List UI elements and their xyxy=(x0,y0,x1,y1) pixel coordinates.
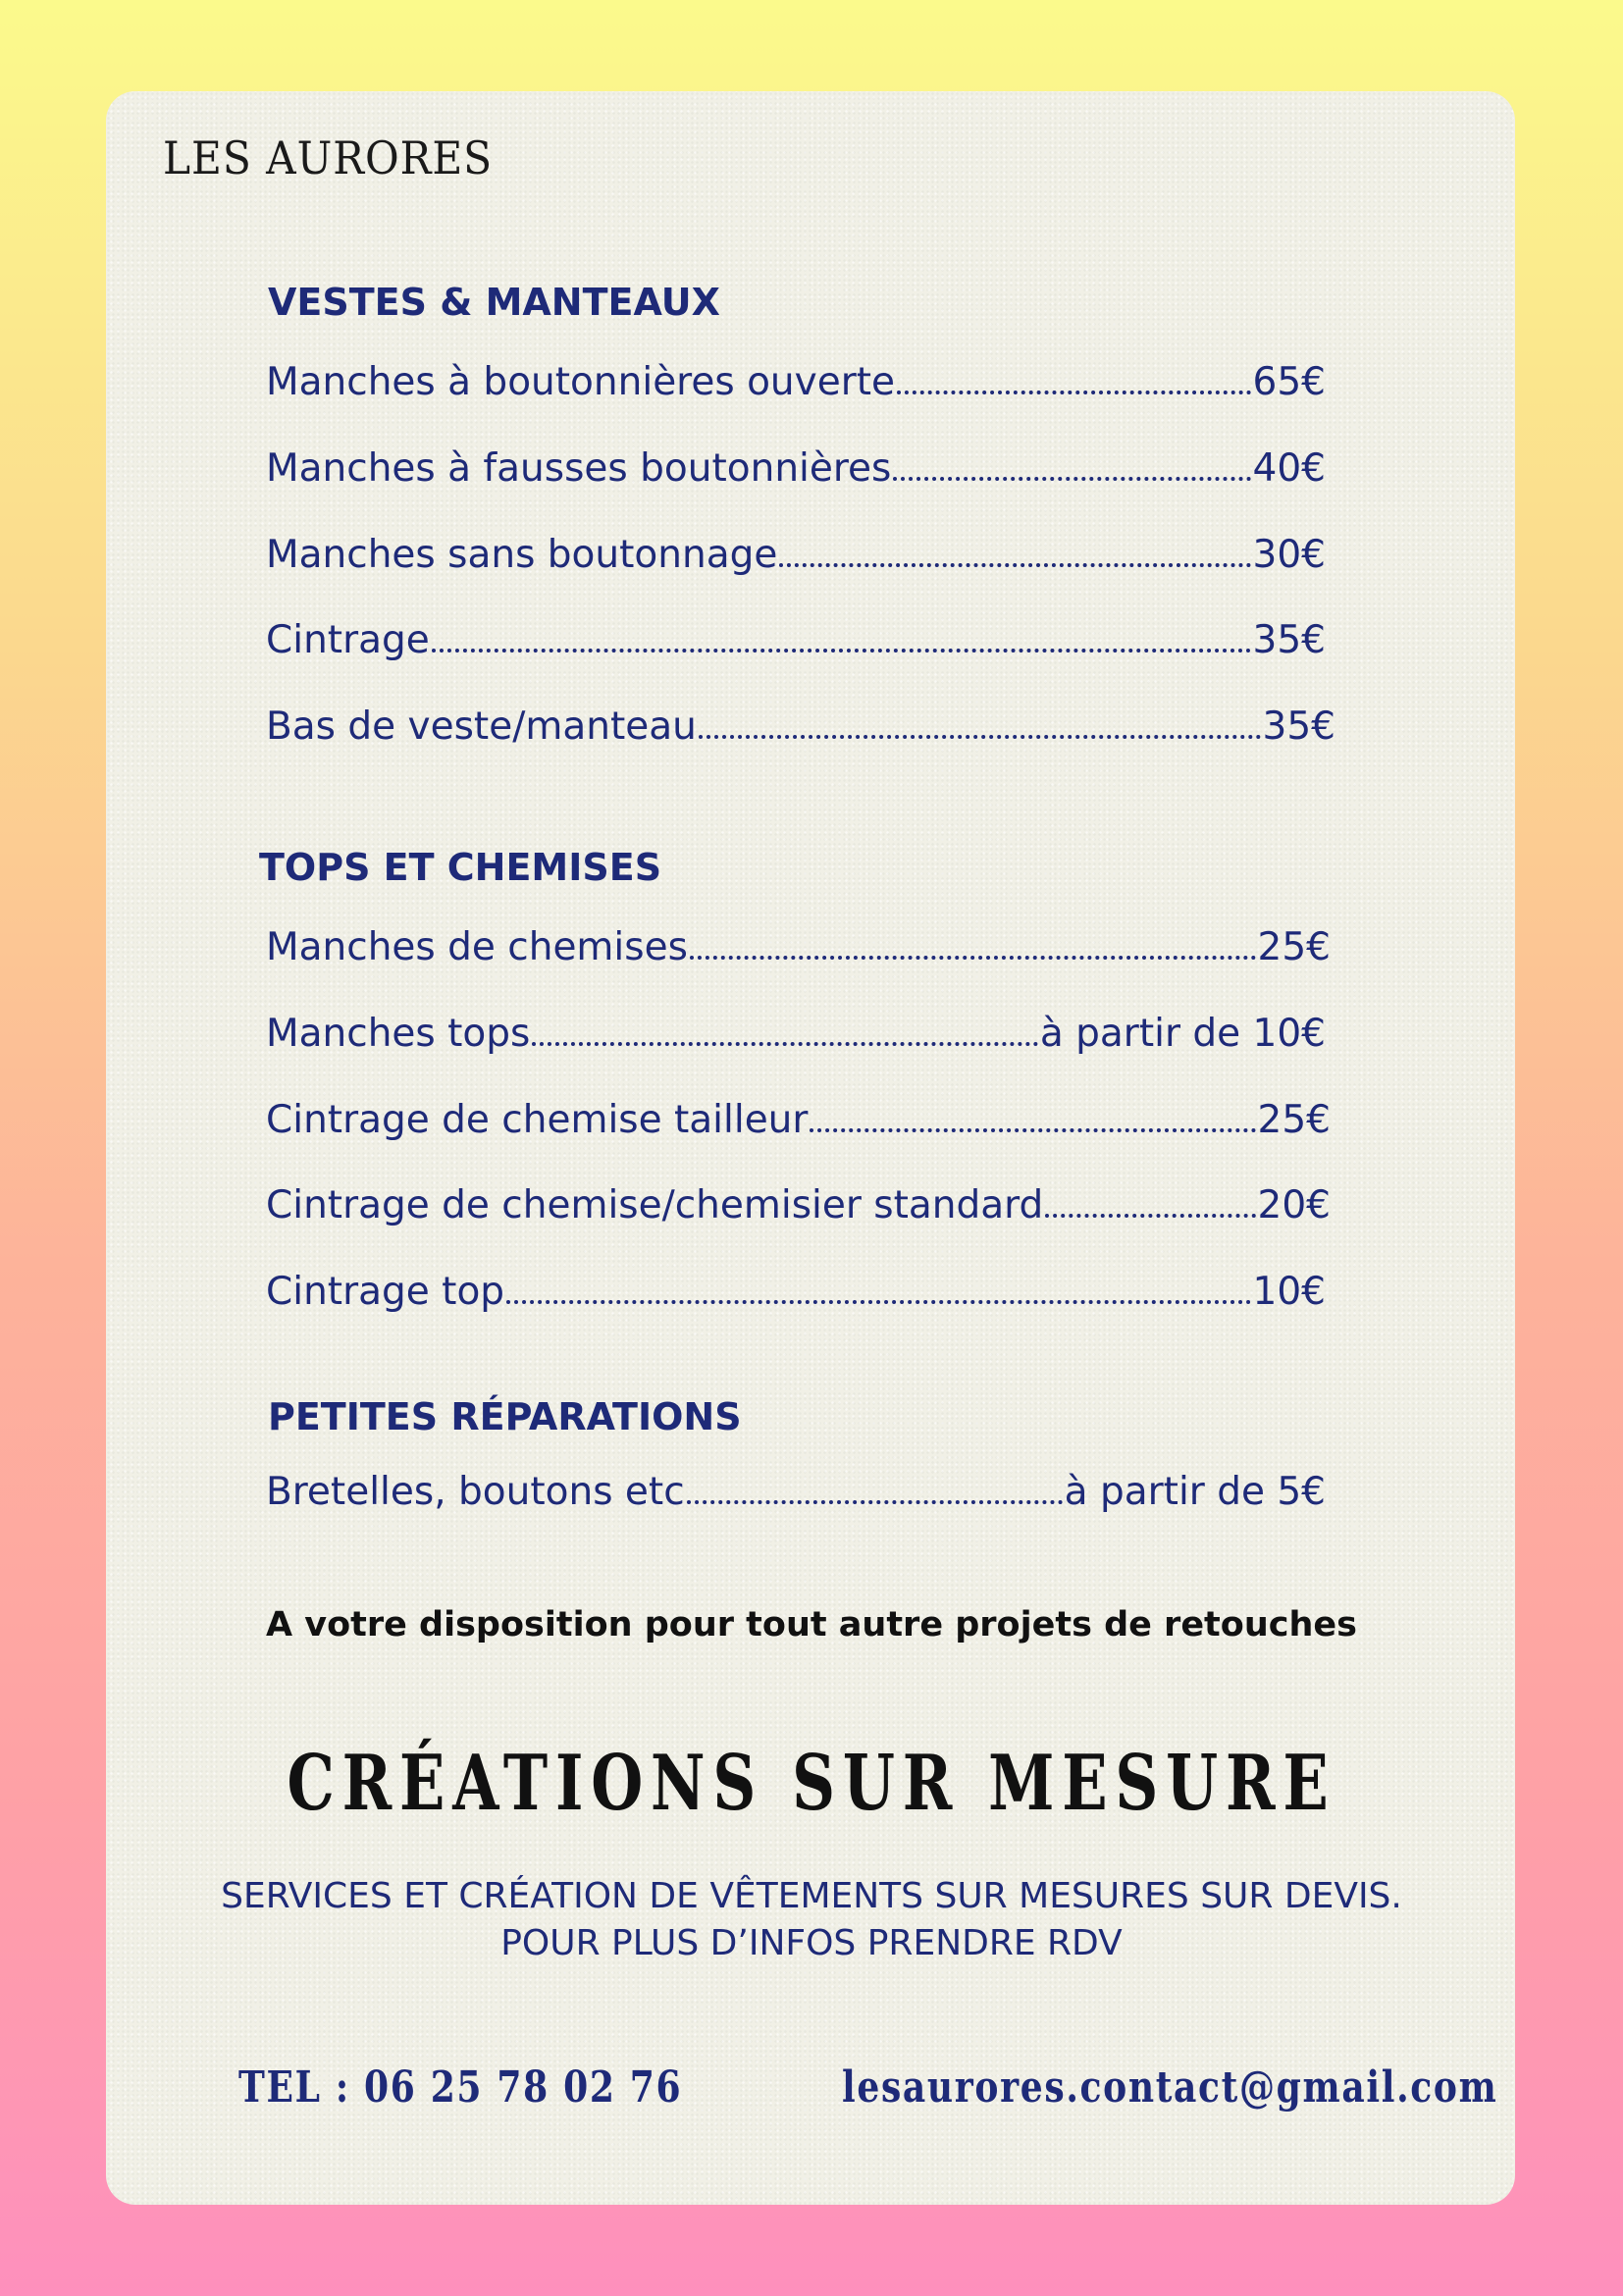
price-row xyxy=(266,694,1335,749)
phone-number[interactable]: TEL : 06 25 78 02 76 xyxy=(238,2062,683,2113)
section-title-tops: TOPS ET CHEMISES xyxy=(259,846,662,889)
price-row xyxy=(266,1087,1331,1142)
item-price: 25€ xyxy=(1257,925,1331,969)
item-label: Cintrage top xyxy=(266,1270,505,1314)
price-row xyxy=(266,349,1326,404)
dot-leader xyxy=(432,649,1251,652)
item-price: 35€ xyxy=(1252,618,1326,662)
section-title-reparations: PETITES RÉPARATIONS xyxy=(268,1395,742,1438)
item-label: Cintrage de chemise tailleur xyxy=(266,1098,809,1142)
price-row xyxy=(266,914,1331,969)
email-address[interactable]: lesaurores.contact@gmail.com xyxy=(842,2062,1498,2113)
services-line-1: SERVICES ET CRÉATION DE VÊTEMENTS SUR MESURES SUR DEVIS. xyxy=(221,1876,1402,1916)
item-label: Manches tops xyxy=(266,1012,531,1056)
item-label: Manches à boutonnières ouverte xyxy=(266,360,896,404)
item-label: Cintrage xyxy=(266,618,430,662)
dot-leader xyxy=(810,1128,1255,1132)
item-label: Manches à fausses boutonnières xyxy=(266,446,892,491)
item-label: Bretelles, boutons etc xyxy=(266,1470,685,1514)
section-title-vestes: VESTES & MANTEAUX xyxy=(268,281,720,324)
dot-leader xyxy=(506,1300,1250,1304)
services-line-2: POUR PLUS D’INFOS PRENDRE RDV xyxy=(500,1923,1123,1963)
item-price: à partir de 10€ xyxy=(1039,1012,1326,1056)
item-price: 65€ xyxy=(1252,360,1326,404)
item-price: 30€ xyxy=(1252,533,1326,577)
creations-title: CRÉATIONS SUR MESURE xyxy=(287,1739,1336,1828)
dot-leader xyxy=(699,735,1261,739)
price-row xyxy=(266,1459,1326,1514)
item-label: Manches sans boutonnage xyxy=(266,533,778,577)
dot-leader xyxy=(687,1500,1063,1504)
brand-logo: LES AURORES xyxy=(163,131,494,184)
price-row xyxy=(266,436,1326,491)
dot-leader xyxy=(532,1042,1037,1046)
disposition-note: A votre disposition pour tout autre projets de retouches xyxy=(265,1605,1357,1644)
price-row xyxy=(266,1173,1331,1227)
price-row xyxy=(266,1001,1326,1056)
item-price: 40€ xyxy=(1252,446,1326,491)
item-price: à partir de 5€ xyxy=(1064,1470,1326,1514)
dot-leader xyxy=(893,477,1250,481)
price-row xyxy=(266,522,1326,577)
item-price: 10€ xyxy=(1252,1270,1326,1314)
price-row xyxy=(266,607,1326,662)
item-price: 20€ xyxy=(1257,1183,1331,1227)
item-price: 35€ xyxy=(1262,704,1335,749)
dot-leader xyxy=(779,563,1250,567)
item-label: Cintrage de chemise/chemisier standard xyxy=(266,1183,1044,1227)
price-row xyxy=(266,1259,1326,1314)
dot-leader xyxy=(1045,1214,1255,1218)
item-label: Manches de chemises xyxy=(266,925,688,969)
dot-leader xyxy=(897,391,1251,394)
item-price: 25€ xyxy=(1257,1098,1331,1142)
dot-leader xyxy=(690,956,1256,960)
item-label: Bas de veste/manteau xyxy=(266,704,697,749)
